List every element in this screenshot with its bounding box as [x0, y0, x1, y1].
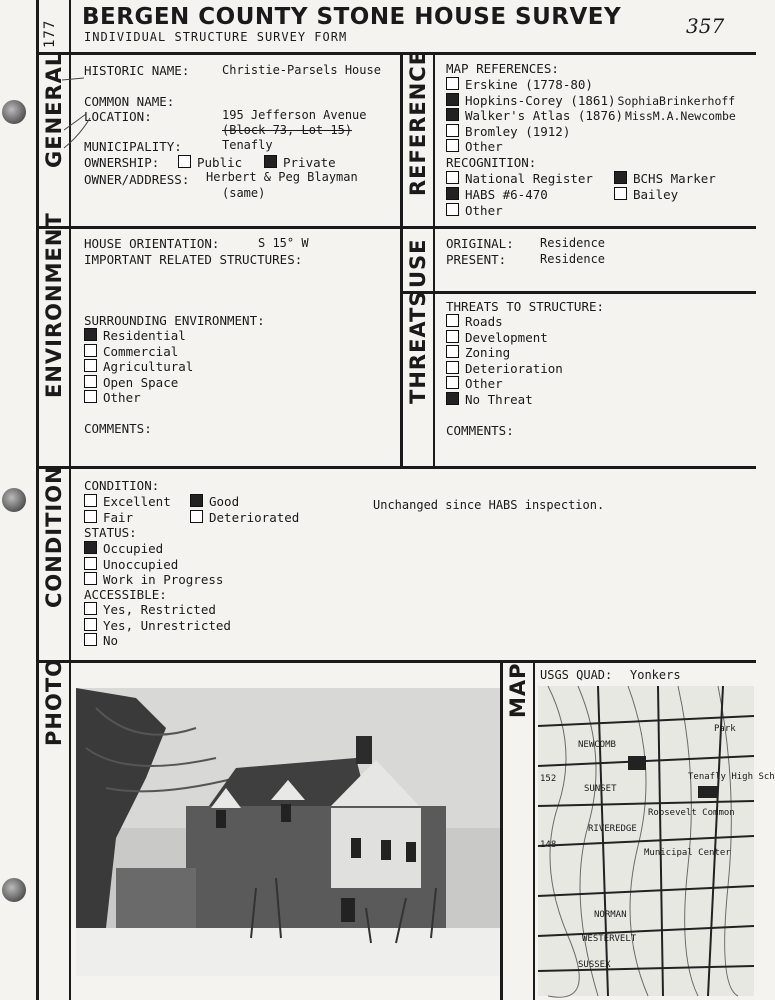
- checkbox-env[interactable]: [84, 375, 97, 388]
- env-residential[interactable]: Residential: [84, 328, 186, 343]
- checkbox-public[interactable]: [178, 155, 191, 168]
- form-title: BERGEN COUNTY STONE HOUSE SURVEY: [82, 4, 622, 30]
- condition-comment: Unchanged since HABS inspection.: [373, 498, 605, 512]
- condition-deteriorated[interactable]: Deteriorated: [190, 510, 299, 525]
- checkbox-map-ref[interactable]: [446, 124, 459, 137]
- section-photo: PHOTO: [42, 658, 66, 746]
- checkbox-threat[interactable]: [446, 392, 459, 405]
- rule-header: [36, 52, 756, 55]
- checkbox-good[interactable]: [190, 494, 203, 507]
- map-label-riveredge: RIVEREDGE: [588, 824, 637, 834]
- recognition-other[interactable]: Other: [446, 203, 503, 218]
- divider-photo-map: [500, 660, 503, 1000]
- binder-hole-bottom: [2, 878, 26, 902]
- rule-use: [402, 291, 756, 294]
- frame-left-outer: [36, 0, 39, 1000]
- orientation-value: S 15° W: [258, 236, 309, 250]
- section-map: MAP: [506, 662, 530, 718]
- section-environment: ENVIRONMENT: [42, 212, 66, 398]
- map-label-high-school: Tenafly High Sch: [688, 772, 775, 782]
- status-work-in-progress[interactable]: Work in Progress: [84, 572, 223, 587]
- condition-fair[interactable]: Fair: [84, 510, 133, 525]
- checkbox-access[interactable]: [84, 618, 97, 631]
- checkbox-private[interactable]: [264, 155, 277, 168]
- form-subtitle: INDIVIDUAL STRUCTURE SURVEY FORM: [84, 30, 348, 44]
- checkbox-env[interactable]: [84, 359, 97, 372]
- access-yes-unrestricted[interactable]: Yes, Unrestricted: [84, 618, 231, 633]
- checkbox-habs[interactable]: [446, 187, 459, 200]
- map-reference-note: SophiaBrinkerhoff: [617, 93, 736, 108]
- checkbox-access[interactable]: [84, 633, 97, 646]
- threat-no-threat[interactable]: No Threat: [446, 392, 533, 407]
- ownership-public[interactable]: Public: [178, 155, 242, 170]
- owner-label: OWNER/ADDRESS:: [84, 172, 190, 187]
- checkbox-map-ref[interactable]: [446, 93, 459, 106]
- checkbox-threat[interactable]: [446, 376, 459, 389]
- common-name-label: COMMON NAME:: [84, 94, 175, 109]
- environment-comments-label: COMMENTS:: [84, 421, 152, 436]
- map-label-newcomb: NEWCOMB: [578, 740, 616, 750]
- map-label-sunset: SUNSET: [584, 784, 617, 794]
- map-ref-erskine-1778-80[interactable]: Erskine (1778-80): [446, 77, 593, 92]
- checkbox-threat[interactable]: [446, 314, 459, 327]
- binder-hole-middle: [2, 488, 26, 512]
- map-label-148: 148: [540, 840, 557, 850]
- section-reference: REFERENCE: [406, 49, 430, 196]
- map-reference-note: MissM.A.Newcombe: [625, 109, 736, 123]
- checkbox-excellent[interactable]: [84, 494, 97, 507]
- use-original-label: ORIGINAL:: [446, 236, 514, 251]
- env-agricultural[interactable]: Agricultural: [84, 359, 193, 374]
- env-other[interactable]: Other: [84, 390, 141, 405]
- condition-excellent[interactable]: Excellent: [84, 494, 171, 509]
- condition-good[interactable]: Good: [190, 494, 239, 509]
- map-label-westervelt: WESTERVELT: [582, 934, 637, 944]
- env-commercial[interactable]: Commercial: [84, 344, 178, 359]
- checkbox-threat[interactable]: [446, 330, 459, 343]
- owner-address-value: (same): [222, 186, 266, 200]
- orientation-label: HOUSE ORIENTATION:: [84, 236, 220, 251]
- map-label-152: 152: [540, 774, 557, 784]
- section-use: USE: [406, 238, 430, 288]
- rule-general: [36, 226, 756, 229]
- divider-general-reference: [400, 52, 403, 468]
- usgs-quad-value: Yonkers: [630, 668, 681, 682]
- divider-map-label: [533, 660, 535, 1000]
- threats-label: THREATS TO STRUCTURE:: [446, 299, 605, 314]
- recognition-label: RECOGNITION:: [446, 155, 537, 170]
- checkbox-bailey[interactable]: [614, 187, 627, 200]
- access-no[interactable]: No: [84, 633, 118, 648]
- map-label-municipal: Municipal Center: [644, 848, 731, 858]
- checkbox-fair[interactable]: [84, 510, 97, 523]
- form-number: 177: [42, 19, 58, 48]
- use-original-value: Residence: [540, 236, 606, 250]
- use-present-value: Residence: [540, 252, 606, 266]
- location-value-street: 195 Jefferson Avenue: [222, 108, 367, 122]
- ownership-private[interactable]: Private: [264, 155, 336, 170]
- checkbox-status[interactable]: [84, 572, 97, 585]
- map-label-park: Park: [714, 724, 736, 734]
- threats-comments-label: COMMENTS:: [446, 423, 514, 438]
- access-yes-restricted[interactable]: Yes, Restricted: [84, 602, 216, 617]
- location-value-block: (Block 73, Lot 15): [222, 123, 353, 137]
- recognition-habs[interactable]: HABS #6-470: [446, 187, 548, 202]
- threat-zoning[interactable]: Zoning: [446, 345, 510, 360]
- related-structures-label: IMPORTANT RELATED STRUCTURES:: [84, 252, 303, 267]
- section-general: GENERAL: [42, 51, 66, 168]
- historic-name-value: Christie-Parsels House: [222, 63, 381, 77]
- checkbox-national-register[interactable]: [446, 171, 459, 184]
- use-present-label: PRESENT:: [446, 252, 507, 267]
- recognition-bchs-marker[interactable]: BCHS Marker: [614, 171, 716, 186]
- checkbox-deteriorated[interactable]: [190, 510, 203, 523]
- status-unoccupied[interactable]: Unoccupied: [84, 557, 178, 572]
- checkbox-threat[interactable]: [446, 361, 459, 374]
- checkbox-map-ref[interactable]: [446, 108, 459, 121]
- section-threats: THREATS: [406, 290, 430, 404]
- status-label: STATUS:: [84, 525, 137, 540]
- map-label-roosevelt: Roosevelt Common: [648, 808, 735, 818]
- section-condition: CONDITION: [42, 465, 66, 608]
- location-label: LOCATION:: [84, 109, 152, 124]
- map-references-label: MAP REFERENCES:: [446, 61, 559, 76]
- checkbox-threat[interactable]: [446, 345, 459, 358]
- recognition-bailey[interactable]: Bailey: [614, 187, 678, 202]
- rule-condition: [36, 660, 756, 663]
- historic-name-label: HISTORIC NAME:: [84, 63, 190, 78]
- municipality-label: MUNICIPALITY:: [84, 139, 182, 154]
- checkbox-access[interactable]: [84, 602, 97, 615]
- divider-reference-label: [433, 52, 435, 468]
- usgs-quad-label: USGS QUAD:: [540, 668, 613, 682]
- map-ref-bromley-1912[interactable]: Bromley (1912): [446, 124, 570, 139]
- checkbox-env[interactable]: [84, 344, 97, 357]
- pen-marks: [60, 60, 120, 160]
- checkbox-status[interactable]: [84, 557, 97, 570]
- ownership-label: OWNERSHIP:: [84, 155, 160, 170]
- checkbox-env[interactable]: [84, 390, 97, 403]
- handwritten-number: 357: [686, 14, 725, 38]
- checkbox-bchs-marker[interactable]: [614, 171, 627, 184]
- map-ref-walker-s-atlas-1876[interactable]: Walker's Atlas (1876) MissM.A.Newcombe: [446, 108, 736, 124]
- map-ref-other[interactable]: Other: [446, 139, 503, 154]
- recognition-national-register[interactable]: National Register: [446, 171, 593, 186]
- map-label-norman: NORMAN: [594, 910, 627, 920]
- map-label-sussex: SUSSEX: [578, 960, 611, 970]
- owner-value: Herbert & Peg Blayman: [206, 170, 358, 184]
- binder-hole-top: [2, 100, 26, 124]
- checkbox-env[interactable]: [84, 328, 97, 341]
- accessible-label: ACCESSIBLE:: [84, 587, 167, 602]
- map-ref-hopkins-corey-1861[interactable]: Hopkins-Corey (1861) SophiaBrinkerhoff: [446, 93, 735, 109]
- threat-other[interactable]: Other: [446, 376, 503, 391]
- house-photo: [76, 688, 500, 976]
- checkbox-status[interactable]: [84, 541, 97, 554]
- municipality-value: Tenafly: [222, 138, 273, 152]
- threat-deterioration[interactable]: Deterioration: [446, 361, 563, 376]
- rule-environment: [36, 466, 756, 469]
- house-photo-drawing: [76, 688, 500, 976]
- surrounding-label: SURROUNDING ENVIRONMENT:: [84, 313, 265, 328]
- checkbox-map-ref[interactable]: [446, 139, 459, 152]
- checkbox-map-ref[interactable]: [446, 77, 459, 90]
- condition-label: CONDITION:: [84, 478, 160, 493]
- usgs-map: [538, 686, 775, 996]
- threat-development[interactable]: Development: [446, 330, 548, 345]
- env-open-space[interactable]: Open Space: [84, 375, 178, 390]
- checkbox-recognition-other[interactable]: [446, 203, 459, 216]
- threat-roads[interactable]: Roads: [446, 314, 503, 329]
- status-occupied[interactable]: Occupied: [84, 541, 163, 556]
